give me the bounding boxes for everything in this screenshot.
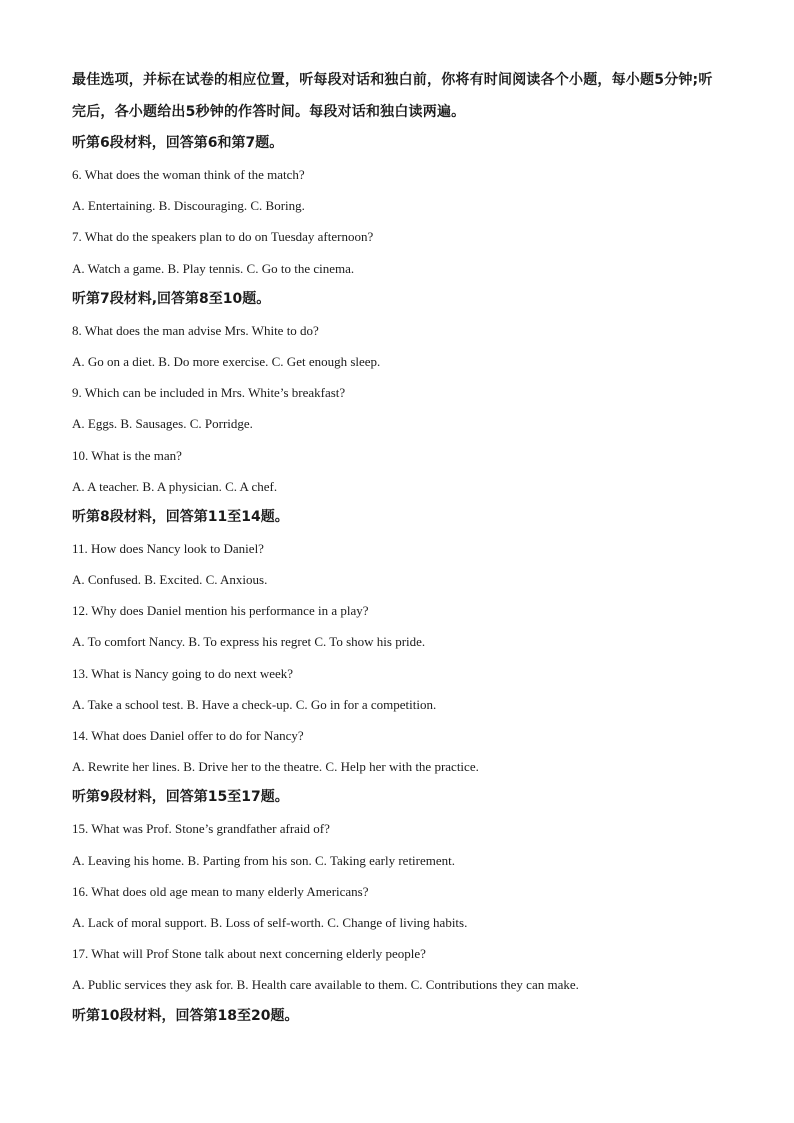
answer-options: A. Leaving his home. B. Parting from his son. C. Taking early retirement. [72,852,456,868]
section-8 [72,502,722,783]
section-9 [72,782,722,1000]
question-text: 15. What was Prof. Stone’s grandfather afraid of? [72,821,330,837]
question-text: 8. What does the man advise Mrs. White to do? [72,322,319,338]
answer-options: A. Eggs. B. Sausages. C. Porridge. [72,416,253,432]
section-7 [72,284,722,502]
answer-options: A. Go on a diet. B. Do more exercise. C. Get enough sleep. [72,353,381,369]
answer-options: A. Take a school test. B. Have a check-up. C. Go in for a competition. [72,696,437,712]
answer-options: A. Public services they ask for. B. Health care available to them. C. Contributions they can make. [72,977,579,993]
question-text: 13. What is Nancy going to do next week? [72,665,294,681]
instructions-text: 最佳选项，并标在试卷的相应位置，听每段对话和独白前，你将有时间阅读各个小题，每小题5分钟;听完后，各小题给出5秒钟的作答时间。每段对话和独白读两遍。 [72,72,713,120]
answer-options: A. A teacher. B. A physician. C. A chef. [72,478,278,494]
answer-options: A. Confused. B. Excited. C. Anxious. [72,572,268,588]
section-heading: 听第7段材料,回答第8至10题。 [72,290,271,307]
section-heading: 听第10段材料，回答第18至20题。 [72,1007,299,1024]
answer-options: A. Rewrite her lines. B. Drive her to the theatre. C. Help her with the practice. [72,759,479,775]
section-heading: 听第8段材料，回答第11至14题。 [72,508,289,525]
answer-options: A. Entertaining. B. Discouraging. C. Boring. [72,198,305,214]
section-heading: 听第9段材料，回答第15至17题。 [72,789,289,806]
question-text: 11. How does Nancy look to Daniel? [72,540,264,556]
document-page [72,64,722,1032]
question-text: 6. What does the woman think of the match? [72,167,305,182]
section-10 [72,1001,722,1032]
question-text: 12. Why does Daniel mention his performance in a play? [72,603,369,619]
question-text: 9. Which can be included in Mrs. White’s breakfast? [72,385,346,401]
answer-options: A. Watch a game. B. Play tennis. C. Go to the cinema. [72,260,355,276]
question-text: 10. What is the man? [72,447,182,463]
section-heading: 听第6段材料，回答第6和第7题。 [72,135,284,151]
section-6 [72,128,722,284]
answer-options: A. Lack of moral support. B. Loss of self-worth. C. Change of living habits. [72,914,468,930]
question-text: 17. What will Prof Stone talk about next concerning elderly people? [72,946,426,962]
question-text: 14. What does Daniel offer to do for Nancy? [72,728,304,743]
answer-options: A. To comfort Nancy. B. To express his regret C. To show his pride. [72,634,426,650]
question-text: 7. What do the speakers plan to do on Tuesday afternoon? [72,229,374,245]
question-text: 16. What does old age mean to many elderly Americans? [72,883,369,899]
